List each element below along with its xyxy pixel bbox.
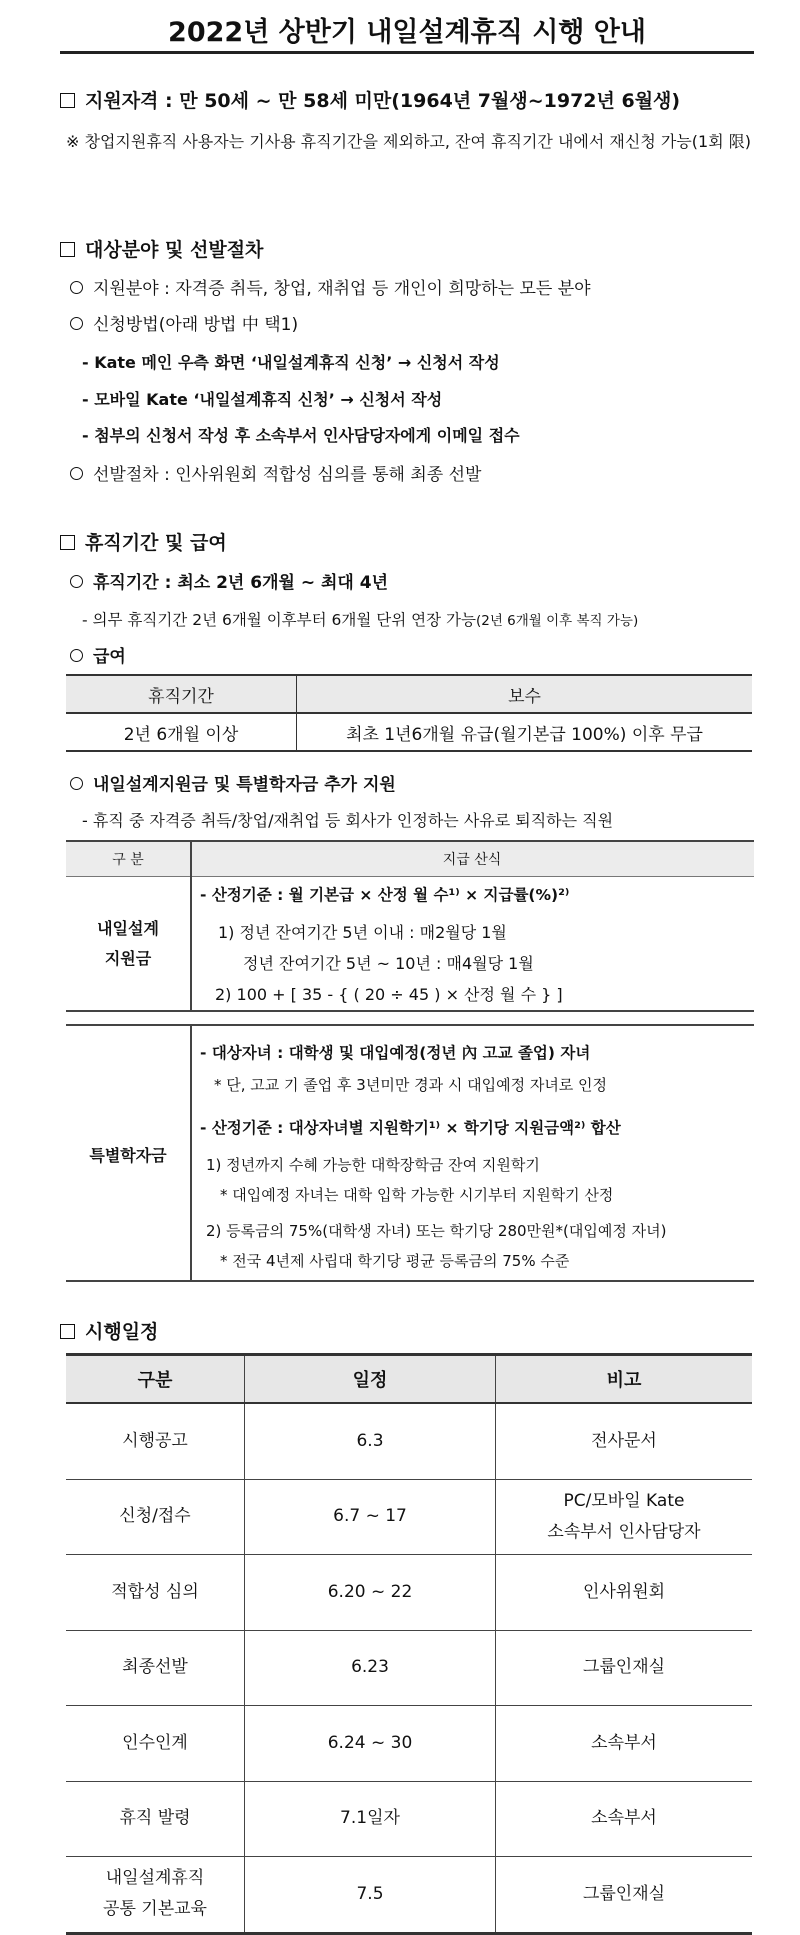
schedule-heading-text: 시행일정 — [85, 1321, 159, 1343]
circle-bullet-icon — [70, 575, 83, 588]
table-row — [66, 1706, 752, 1782]
grant-line-3: 2) 100 + [ 35 - { ( 20 ÷ 45 ) × 산정 월 수 } ] — [215, 985, 563, 1004]
schedule-cell-date: 7.5 — [245, 1857, 496, 1934]
schedule-cell-name: 최종선발 — [66, 1630, 245, 1706]
grant-line-1: 1) 정년 잔여기간 5년 이내 : 매2월당 1월 — [218, 923, 507, 942]
schedule-cell-note: 그룹인재실 — [496, 1630, 753, 1706]
square-bullet-icon — [60, 535, 75, 550]
title-divider — [60, 51, 754, 54]
support-col-category: 구 분 — [112, 852, 144, 868]
leave-period-note: - 의무 휴직기간 2년 6개월 이후부터 6개월 단위 연장 가능(2년 6개월 이후 복직 가능) — [82, 611, 639, 629]
pay-header-period: 휴직기간 — [66, 675, 297, 713]
table-row — [66, 1630, 752, 1706]
schedule-cell-name: 시행공고 — [66, 1403, 245, 1479]
scholarship-basis: - 산정기준 : 대상자녀별 지원학기¹⁾ × 학기당 지원금액²⁾ 합산 — [200, 1119, 621, 1137]
schedule-cell-name: 휴직 발령 — [66, 1781, 245, 1857]
document-title: 2022년 상반기 내일설계휴직 시행 안내 — [168, 17, 646, 48]
support-table-vline — [190, 840, 192, 1012]
target-heading-text: 대상분야 및 선발절차 — [85, 239, 264, 261]
eligibility-heading-text: 지원자격 : 만 50세 ~ 만 58세 미만(1964년 7월생~1972년 6월생) — [85, 90, 681, 112]
table-row — [66, 1403, 752, 1479]
support-table-rule — [66, 1024, 754, 1026]
scholarship-target-note: * 단, 고교 기 졸업 후 3년미만 경과 시 대입예정 자녀로 인정 — [214, 1076, 608, 1094]
support-heading: 내일설계지원금 및 특별학자금 추가 지원 — [70, 770, 396, 795]
schedule-table — [66, 1353, 752, 1935]
grant-line-2: 정년 잔여기간 5년 ~ 10년 : 매4월당 1월 — [243, 954, 534, 973]
schedule-cell-date: 6.24 ~ 30 — [245, 1706, 496, 1782]
leave-heading-text: 휴직기간 및 급여 — [85, 532, 227, 554]
schedule-cell-note: 전사문서 — [496, 1403, 753, 1479]
schedule-cell-name: 신청/접수 — [66, 1479, 245, 1555]
circle-bullet-icon — [70, 281, 83, 294]
support-note: - 휴직 중 자격증 취득/창업/재취업 등 회사가 인정하는 사유로 퇴직하는 직원 — [82, 811, 614, 830]
schedule-cell-note: 그룹인재실 — [496, 1857, 753, 1934]
schedule-cell-note: 소속부서 — [496, 1706, 753, 1782]
table-row — [66, 1555, 752, 1631]
leave-period: 휴직기간 : 최소 2년 6개월 ~ 최대 4년 — [70, 568, 388, 593]
grant-label: 내일설계 지원금 — [97, 919, 159, 968]
table-row — [66, 713, 752, 751]
document-page — [60, 0, 754, 1920]
scholarship-line-1: 1) 정년까지 수혜 가능한 대학장학금 잔여 지원학기 — [206, 1156, 540, 1174]
schedule-cell-note: 인사위원회 — [496, 1555, 753, 1631]
pay-heading: 급여 — [70, 642, 126, 667]
method-item-email: - 첨부의 신청서 작성 후 소속부서 인사담당자에게 이메일 접수 — [82, 426, 520, 445]
circle-bullet-icon — [70, 649, 83, 662]
circle-bullet-icon — [70, 317, 83, 330]
schedule-cell-date: 6.23 — [245, 1630, 496, 1706]
pay-table — [66, 674, 752, 752]
schedule-cell-note: PC/모바일 Kate 소속부서 인사담당자 — [496, 1479, 753, 1555]
table-row — [66, 1781, 752, 1857]
schedule-cell-name: 내일설계휴직 공통 기본교육 — [66, 1857, 245, 1934]
support-table-rule — [66, 1280, 754, 1282]
circle-bullet-icon — [70, 467, 83, 480]
table-row — [66, 1857, 752, 1934]
schedule-cell-date: 7.1일자 — [245, 1781, 496, 1857]
pay-cell-period: 2년 6개월 이상 — [66, 713, 297, 751]
support-col-formula: 지급 산식 — [442, 852, 502, 868]
support-table-vline — [190, 1024, 192, 1280]
schedule-header-note: 비고 — [496, 1355, 753, 1404]
target-field: 지원분야 : 자격증 취득, 창업, 재취업 등 개인이 희망하는 모든 분야 — [70, 274, 591, 299]
eligibility-note: ※ 창업지원휴직 사용자는 기사용 휴직기간을 제외하고, 잔여 휴직기간 내에서 재신청 가능(1회 限) — [66, 132, 751, 151]
square-bullet-icon — [60, 1324, 75, 1339]
scholarship-label: 특별학자금 — [89, 1146, 167, 1165]
schedule-cell-date: 6.3 — [245, 1403, 496, 1479]
pay-table-header — [66, 675, 752, 713]
grant-basis: - 산정기준 : 월 기본급 × 산정 월 수¹⁾ × 지급률(%)²⁾ — [200, 886, 570, 904]
method-item-kate: - Kate 메인 우측 화면 ‘내일설계휴직 신청’ → 신청서 작성 — [82, 353, 500, 372]
pay-header-salary: 보수 — [297, 675, 753, 713]
section-eligibility-heading — [60, 86, 680, 113]
circle-bullet-icon — [70, 777, 83, 790]
section-leave-heading — [60, 528, 227, 555]
section-target-heading — [60, 235, 263, 262]
support-table-rule — [66, 1010, 754, 1012]
schedule-header-category: 구분 — [66, 1355, 245, 1404]
schedule-cell-name: 인수인계 — [66, 1706, 245, 1782]
table-row — [66, 1479, 752, 1555]
schedule-cell-name: 적합성 심의 — [66, 1555, 245, 1631]
target-selection: 선발절차 : 인사위원회 적합성 심의를 통해 최종 선발 — [70, 460, 481, 485]
schedule-cell-date: 6.20 ~ 22 — [245, 1555, 496, 1631]
scholarship-target: - 대상자녀 : 대학생 및 대입예정(정년 內 고교 졸업) 자녀 — [200, 1044, 591, 1062]
pay-cell-salary: 최초 1년6개월 유급(월기본급 100%) 이후 무급 — [297, 713, 753, 751]
scholarship-line-2-note: * 전국 4년제 사립대 학기당 평균 등록금의 75% 수준 — [220, 1252, 570, 1270]
scholarship-line-2: 2) 등록금의 75%(대학생 자녀) 또는 학기당 280만원*(대입예정 자녀) — [206, 1222, 667, 1240]
square-bullet-icon — [60, 93, 75, 108]
target-method: 신청방법(아래 방법 中 택1) — [70, 310, 298, 335]
method-item-mobile: - 모바일 Kate ‘내일설계휴직 신청’ → 신청서 작성 — [82, 390, 443, 409]
schedule-cell-date: 6.7 ~ 17 — [245, 1479, 496, 1555]
section-schedule-heading — [60, 1317, 158, 1344]
schedule-cell-note: 소속부서 — [496, 1781, 753, 1857]
schedule-header-date: 일정 — [245, 1355, 496, 1404]
scholarship-line-1-note: * 대입예정 자녀는 대학 입학 가능한 시기부터 지원학기 산정 — [220, 1186, 614, 1204]
square-bullet-icon — [60, 242, 75, 257]
schedule-table-header — [66, 1355, 752, 1404]
